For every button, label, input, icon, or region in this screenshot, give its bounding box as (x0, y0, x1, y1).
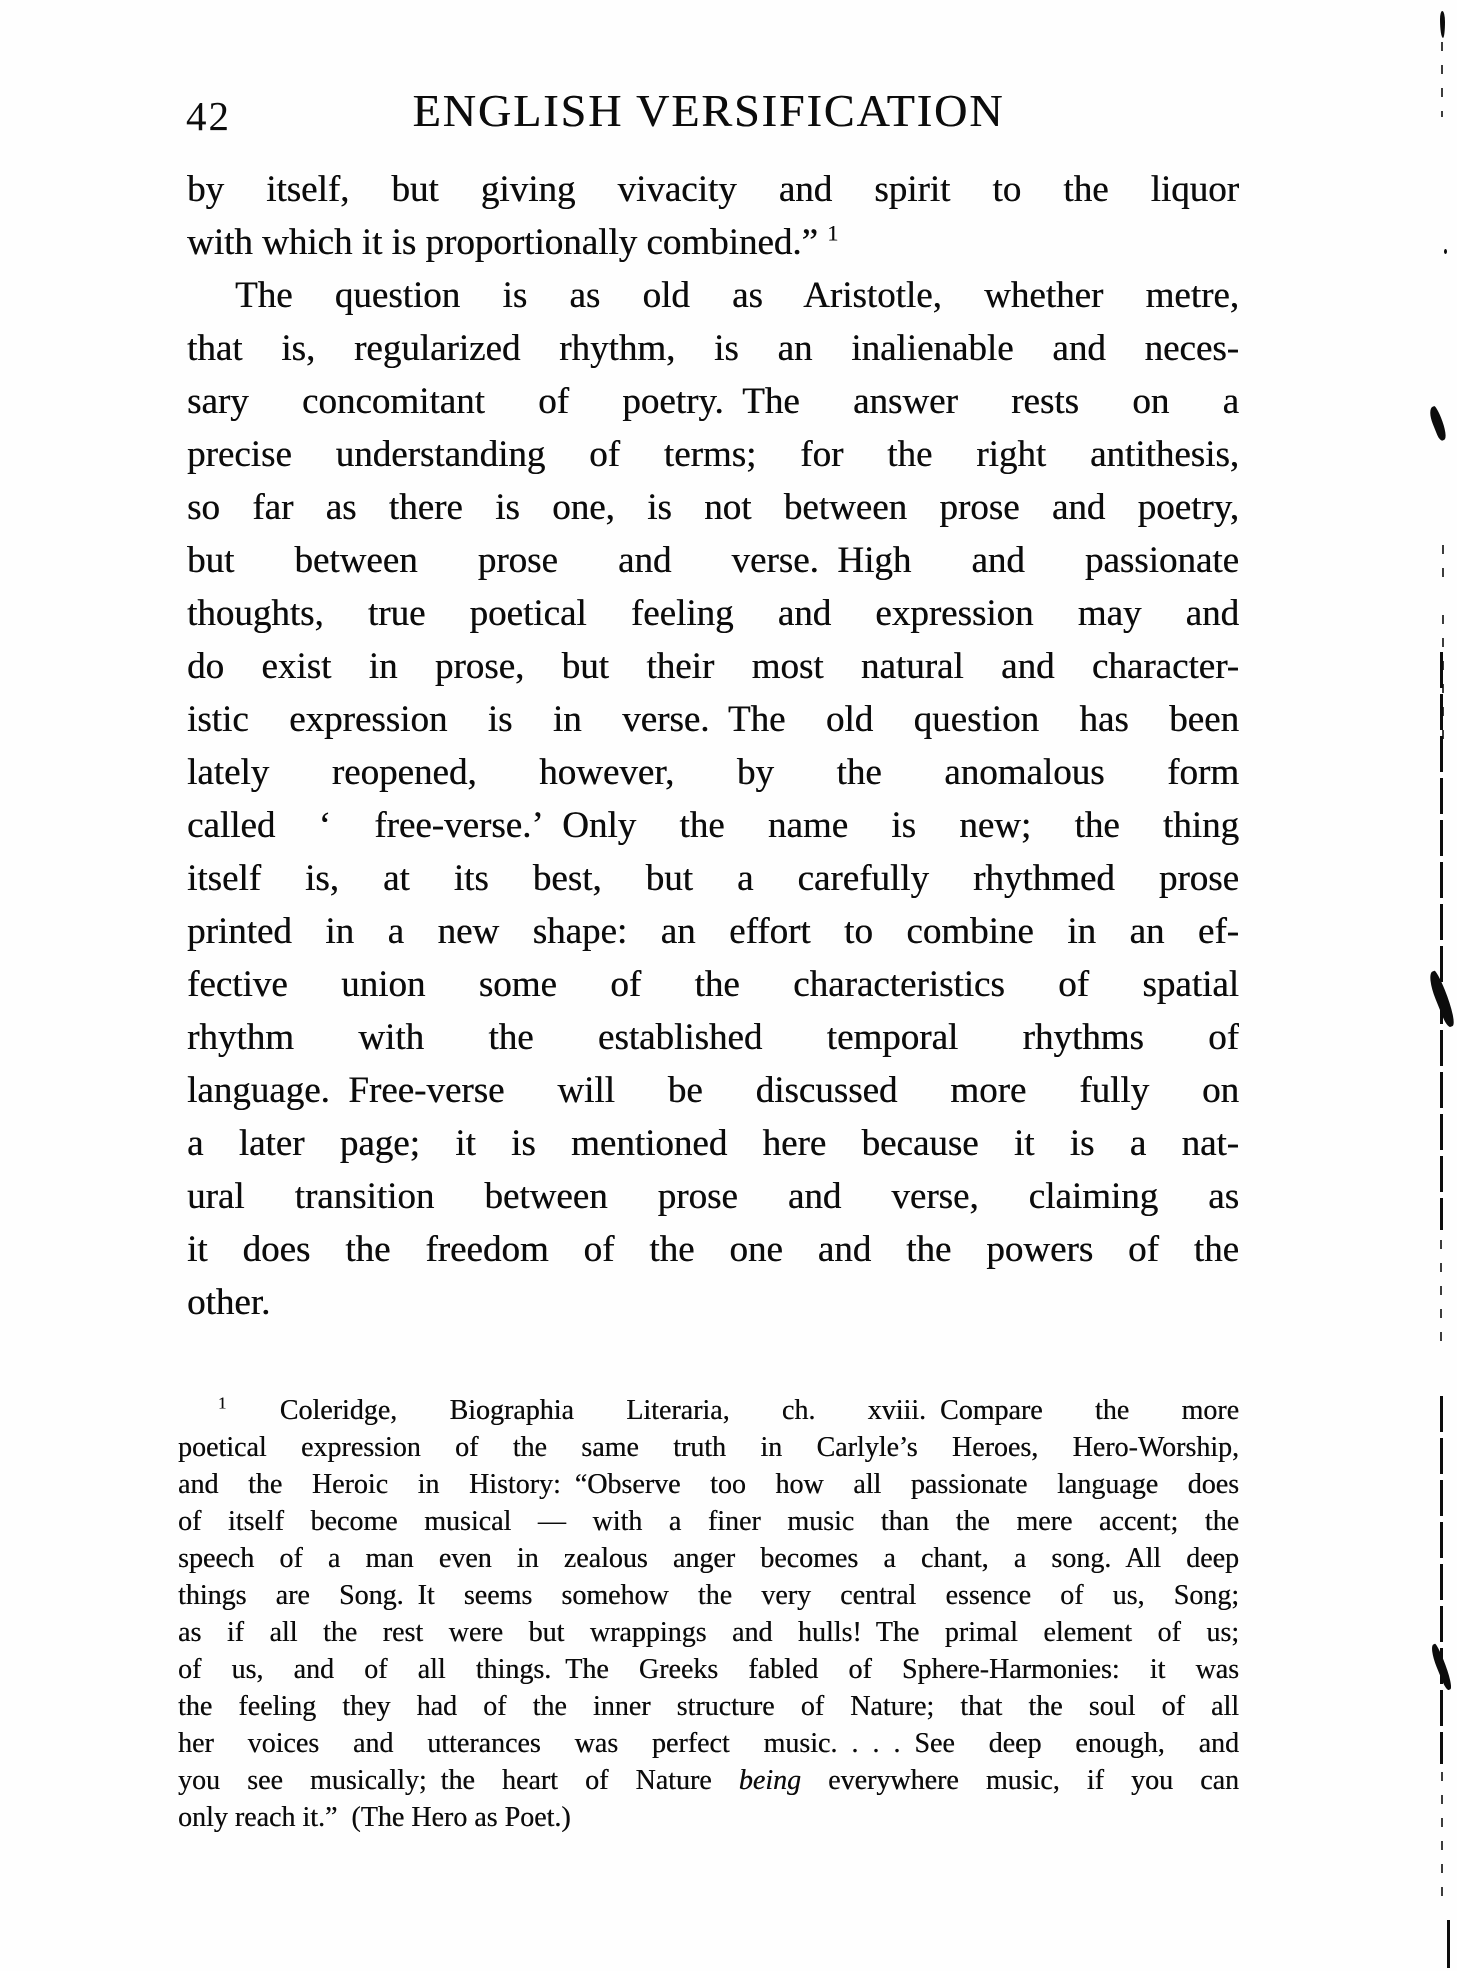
footnote-marker-1: 1 (218, 1393, 228, 1413)
text-line: precise understanding of terms; for the right antithesis, (187, 434, 1239, 475)
scan-artifact (1441, 1772, 1443, 1902)
scan-artifact (1427, 405, 1449, 441)
page-number: 42 (186, 93, 231, 139)
text-line: fective union some of the characteristics of spatial (187, 964, 1239, 1005)
text-line: that is, regularized rhythm, is an inalienable and neces- (187, 328, 1239, 369)
text-line: but between prose and verse. High and passionate (187, 540, 1239, 581)
footnote-line: things are Song. It seems somehow the very central essence of us, Song; (178, 1580, 1239, 1611)
text-line: lately reopened, however, by the anomalous form (187, 752, 1239, 793)
footnote-line: only reach it.” (The Hero as Poet.) (178, 1802, 571, 1833)
footnote-line (178, 1762, 1239, 1799)
text-line: itself is, at its best, but a carefully rhythmed prose (187, 858, 1239, 899)
scan-artifact (1441, 42, 1443, 117)
scan-artifact (1444, 249, 1447, 254)
footnote-line: speech of a man even in zealous anger becomes a chant, a song. All deep (178, 1543, 1239, 1574)
scan-artifact (1442, 545, 1444, 585)
scan-artifact (1440, 1240, 1442, 1355)
text-line: by itself, but giving vivacity and spirit to the liquor (187, 169, 1239, 210)
text-segment: Coleridge, Biographia Literaria, ch. xviii. Compare the more (227, 1395, 1239, 1426)
text-segment: with which it is proportionally combined.” (187, 222, 828, 263)
footnote-line: as if all the rest were but wrappings and hulls! The primal element of us; (178, 1617, 1239, 1648)
footnote-line: the feeling they had of the inner structure of Nature; that the soul of all (178, 1691, 1239, 1722)
text-line: called ‘ free-verse.’ Only the name is new; the thing (187, 805, 1239, 846)
scan-artifact (1440, 1396, 1443, 1764)
text-line: language. Free-verse will be discussed more fully on (187, 1070, 1239, 1111)
text-segment: everywhere music, if you can (801, 1765, 1239, 1796)
text-line: do exist in prose, but their most natural and character- (187, 646, 1239, 687)
italic-word: being (738, 1765, 801, 1796)
text-line: so far as there is one, is not between prose and poetry, (187, 487, 1239, 528)
footnote-line: and the Heroic in History: “Observe too how all passionate language does (178, 1469, 1239, 1500)
text-line: printed in a new shape: an effort to combine in an ef- (187, 911, 1239, 952)
text-line: it does the freedom of the one and the powers of the (187, 1229, 1239, 1270)
text-line: sary concomitant of poetry. The answer rests on a (187, 381, 1239, 422)
text-line (187, 216, 1239, 269)
text-line: The question is as old as Aristotle, whether metre, (235, 275, 1239, 316)
text-line: thoughts, true poetical feeling and expression may and (187, 593, 1239, 634)
text-line: a later page; it is mentioned here because it is a nat- (187, 1123, 1239, 1164)
scan-artifact (1440, 11, 1445, 38)
text-line: other. (187, 1282, 271, 1323)
scan-artifact (1447, 1920, 1450, 1968)
footnote-line (178, 1392, 1239, 1429)
text-segment: you see musically; the heart of Nature (178, 1765, 739, 1796)
text-line: ural transition between prose and verse, claiming as (187, 1176, 1239, 1217)
footnote-line: poetical expression of the same truth in Carlyle’s Heroes, Hero-Worship, (178, 1432, 1239, 1463)
text-line: rhythm with the established temporal rhythms of (187, 1017, 1239, 1058)
body-text (187, 163, 1239, 1329)
footnote-line: of itself become musical — with a finer music than the mere accent; the (178, 1506, 1239, 1537)
footnote (178, 1392, 1239, 1836)
footnote-line: her voices and utterances was perfect music. . . . See deep enough, and (178, 1728, 1239, 1759)
footnote-reference-1: 1 (827, 220, 840, 246)
running-header: ENGLISH VERSIFICATION (412, 85, 1005, 136)
text-line: istic expression is in verse. The old question has been (187, 699, 1239, 740)
scan-artifact (1440, 652, 1443, 1230)
footnote-line: of us, and of all things. The Greeks fabled of Sphere-Harmonies: it was (178, 1654, 1239, 1685)
